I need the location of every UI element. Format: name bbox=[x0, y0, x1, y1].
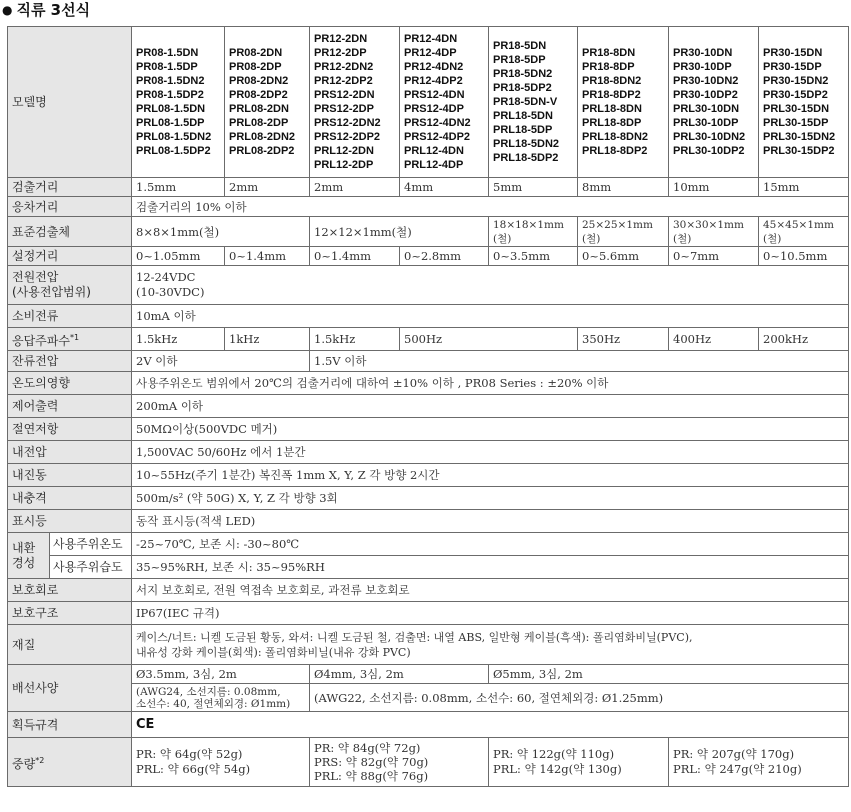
model-name: PR08-2DN2 bbox=[229, 75, 289, 87]
row-label-model: 모델명 bbox=[8, 27, 132, 178]
distance-value: 15mm bbox=[759, 178, 849, 197]
row-material bbox=[8, 625, 849, 665]
model-name: PRL12-4DP bbox=[404, 159, 464, 171]
row-shock bbox=[8, 487, 849, 510]
row-power bbox=[8, 266, 849, 305]
model-name: PR18-5DP2 bbox=[493, 82, 552, 94]
row-label-indicator: 표시등 bbox=[8, 510, 132, 533]
shock-value: 500m/s² (약 50G) X, Y, Z 각 방향 3회 bbox=[132, 487, 849, 510]
row-wiring-top bbox=[8, 665, 849, 684]
section-title-text: 직류 3선식 bbox=[16, 1, 91, 19]
frequency-value: 350Hz bbox=[578, 328, 669, 351]
material-value: 케이스/너트: 니켈 도금된 황동, 와셔: 니켈 도금된 철, 검출면: 내열 ABS, 일반형 케이블(흑색): 폴리염화비닐(PVC), 내유성 강화 케이블(회색): 폴리염화비닐(내유 강화 PVC) bbox=[132, 625, 849, 665]
wiring-value: Ø5mm, 3심, 2m bbox=[489, 665, 849, 684]
wiring-value: Ø4mm, 3심, 2m bbox=[310, 665, 489, 684]
model-name: PRL12-2DP bbox=[314, 159, 374, 171]
model-name: PR30-15DN2 bbox=[763, 75, 829, 87]
row-residual bbox=[8, 351, 849, 372]
wiring-cable-spec: (AWG24, 소선지름: 0.08mm, 소선수: 40, 절연체외경: Ø1mm) bbox=[132, 684, 310, 712]
model-name: PRS12-4DN2 bbox=[404, 117, 471, 129]
row-label-frequency: 응답주파수$^{*1}$ bbox=[8, 328, 132, 351]
spec-table bbox=[7, 26, 849, 787]
residual-value: 1.5V 이하 bbox=[310, 351, 849, 372]
row-protection bbox=[8, 579, 849, 602]
approval-value bbox=[132, 712, 849, 738]
model-name: PRL18-8DP2 bbox=[582, 145, 648, 157]
model-name: PR18-8DP2 bbox=[582, 89, 641, 101]
setting-value: 0~1.4mm bbox=[225, 247, 310, 266]
setting-value: 0~1.4mm bbox=[310, 247, 400, 266]
model-name: PR18-8DN2 bbox=[582, 75, 642, 87]
row-label-material: 재질 bbox=[8, 625, 132, 665]
model-name: PR12-4DP2 bbox=[404, 75, 463, 87]
output-value: 200mA 이하 bbox=[132, 395, 849, 418]
distance-value: 10mm bbox=[669, 178, 759, 197]
distance-value: 4mm bbox=[400, 178, 489, 197]
row-env-humid bbox=[8, 556, 849, 579]
protection-value: 서지 보호회로, 전원 역접속 보호회로, 과전류 보호회로 bbox=[132, 579, 849, 602]
row-label-environment: 내환 경성 bbox=[8, 533, 50, 579]
model-name: PR30-15DP bbox=[763, 61, 822, 73]
weight-value: PR: 약 207g(약 170g) PRL: 약 247g(약 210g) bbox=[669, 738, 849, 787]
model-name: PRL18-8DN2 bbox=[582, 131, 649, 143]
model-name: PRL30-15DP bbox=[763, 117, 829, 129]
setting-value: 0~2.8mm bbox=[400, 247, 489, 266]
model-name: PRS12-4DP bbox=[404, 103, 464, 115]
model-name: PR18-5DN bbox=[493, 40, 547, 52]
model-list-1 bbox=[132, 27, 225, 178]
model-name: PR08-2DN bbox=[229, 47, 283, 59]
target-value: 45×45×1mm (철) bbox=[759, 217, 849, 247]
model-name: PRS12-2DP bbox=[314, 103, 374, 115]
env-humid-label: 사용주위습도 bbox=[50, 556, 132, 579]
row-label-weight: 중량$^{*2}$ bbox=[8, 738, 132, 787]
model-name: PRL08-1.5DP bbox=[136, 117, 205, 129]
indicator-value: 동작 표시등(적색 LED) bbox=[132, 510, 849, 533]
model-name: PRL08-1.5DN2 bbox=[136, 131, 212, 143]
frequency-value: 400Hz bbox=[669, 328, 759, 351]
model-name: PRL12-4DN bbox=[404, 145, 464, 157]
frequency-value: 200kHz bbox=[759, 328, 849, 351]
row-hysteresis bbox=[8, 197, 849, 217]
row-label-structure: 보호구조 bbox=[8, 602, 132, 625]
row-insulation bbox=[8, 418, 849, 441]
row-wiring-bottom bbox=[8, 684, 849, 712]
model-name: PR12-2DP2 bbox=[314, 75, 373, 87]
dielectric-value: 1,500VAC 50/60Hz 에서 1분간 bbox=[132, 441, 849, 464]
row-label-power: 전원전압 (사용전압범위) bbox=[8, 266, 132, 305]
model-name: PRL08-2DN2 bbox=[229, 131, 296, 143]
row-output bbox=[8, 395, 849, 418]
model-name: PRL08-1.5DN bbox=[136, 103, 206, 115]
model-name: PRL12-2DN bbox=[314, 145, 374, 157]
model-list-8 bbox=[759, 27, 849, 178]
temp-effect-value: 사용주위온도 범위에서 20℃의 검출거리에 대하여 ±10% 이하 , PR08 Series : ±20% 이하 bbox=[132, 372, 849, 395]
section-title bbox=[2, 0, 90, 20]
setting-value: 0~10.5mm bbox=[759, 247, 849, 266]
structure-value: IP67(IEC 규격) bbox=[132, 602, 849, 625]
model-name: PR12-4DN bbox=[404, 33, 458, 45]
frequency-value: 500Hz bbox=[400, 328, 578, 351]
model-name: PRL30-15DP2 bbox=[763, 145, 835, 157]
row-current bbox=[8, 305, 849, 328]
model-name: PR18-8DN bbox=[582, 47, 636, 59]
model-name: PRL08-1.5DP2 bbox=[136, 145, 211, 157]
row-label-current: 소비전류 bbox=[8, 305, 132, 328]
model-name: PRL30-10DN bbox=[673, 103, 740, 115]
row-structure bbox=[8, 602, 849, 625]
setting-value: 0~3.5mm bbox=[489, 247, 578, 266]
frequency-value: 1kHz bbox=[225, 328, 310, 351]
row-label-protection: 보호회로 bbox=[8, 579, 132, 602]
row-label-approval: 획득규격 bbox=[8, 712, 132, 738]
model-name: PRS12-4DN bbox=[404, 89, 465, 101]
target-value: 25×25×1mm (철) bbox=[578, 217, 669, 247]
model-name: PR08-1.5DP2 bbox=[136, 89, 204, 101]
model-name: PR12-4DN2 bbox=[404, 61, 464, 73]
setting-value: 0~5.6mm bbox=[578, 247, 669, 266]
row-indicator bbox=[8, 510, 849, 533]
wiring-value: Ø3.5mm, 3심, 2m bbox=[132, 665, 310, 684]
model-list-2 bbox=[225, 27, 310, 178]
model-name: PR18-5DN-V bbox=[493, 96, 558, 108]
model-name: PR08-1.5DP bbox=[136, 61, 198, 73]
insulation-value: 50MΩ이상(500VDC 메거) bbox=[132, 418, 849, 441]
row-label-insulation: 절연저항 bbox=[8, 418, 132, 441]
model-name: PR08-1.5DN bbox=[136, 47, 199, 59]
model-name: PR30-10DN2 bbox=[673, 75, 739, 87]
model-name: PR12-2DN2 bbox=[314, 61, 374, 73]
row-weight bbox=[8, 738, 849, 787]
residual-value: 2V 이하 bbox=[132, 351, 310, 372]
model-name: PR18-5DN2 bbox=[493, 68, 553, 80]
model-name: PRL30-10DP2 bbox=[673, 145, 745, 157]
target-value: 12×12×1mm(철) bbox=[310, 217, 489, 247]
model-name: PR30-10DN bbox=[673, 47, 733, 59]
model-name: PR08-2DP bbox=[229, 61, 282, 73]
row-temp-effect bbox=[8, 372, 849, 395]
row-model bbox=[8, 27, 849, 178]
row-target bbox=[8, 217, 849, 247]
model-name: PR18-5DP bbox=[493, 54, 546, 66]
hysteresis-value: 검출거리의 10% 이하 bbox=[132, 197, 849, 217]
weight-value: PR: 약 84g(약 72g) PRS: 약 82g(약 70g) PRL: 약 88g(약 76g) bbox=[310, 738, 489, 787]
row-vibration bbox=[8, 464, 849, 487]
model-name: PRL30-10DP bbox=[673, 117, 739, 129]
model-name: PRL18-5DP2 bbox=[493, 152, 559, 164]
current-value: 10mA 이하 bbox=[132, 305, 849, 328]
model-name: PR30-15DN bbox=[763, 47, 823, 59]
row-label-wiring: 배선사양 bbox=[8, 665, 132, 712]
distance-value: 1.5mm bbox=[132, 178, 225, 197]
row-label-target: 표준검출체 bbox=[8, 217, 132, 247]
model-name: PRL18-8DP bbox=[582, 117, 642, 129]
frequency-value: 1.5kHz bbox=[310, 328, 400, 351]
model-name: PR12-2DP bbox=[314, 47, 367, 59]
row-frequency bbox=[8, 328, 849, 351]
distance-value: 8mm bbox=[578, 178, 669, 197]
weight-value: PR: 약 122g(약 110g) PRL: 약 142g(약 130g) bbox=[489, 738, 669, 787]
model-name: PRL08-2DN bbox=[229, 103, 289, 115]
wiring-cable-spec: (AWG22, 소선지름: 0.08mm, 소선수: 60, 절연체외경: Ø1.25mm) bbox=[310, 684, 849, 712]
row-label-distance: 검출거리 bbox=[8, 178, 132, 197]
target-value: 8×8×1mm(철) bbox=[132, 217, 310, 247]
env-temp-label: 사용주위온도 bbox=[50, 533, 132, 556]
power-value: 12-24VDC (10-30VDC) bbox=[132, 266, 849, 305]
distance-value: 2mm bbox=[310, 178, 400, 197]
model-name: PRL18-5DN2 bbox=[493, 138, 560, 150]
ce-mark-icon: CE bbox=[136, 717, 155, 732]
model-name: PRS12-2DN bbox=[314, 89, 375, 101]
model-name: PR08-1.5DN2 bbox=[136, 75, 205, 87]
target-value: 30×30×1mm (철) bbox=[669, 217, 759, 247]
row-label-temp-effect: 온도의영향 bbox=[8, 372, 132, 395]
model-list-7 bbox=[669, 27, 759, 178]
model-name: PRL30-10DN2 bbox=[673, 131, 746, 143]
env-temp-value: -25~70℃, 보존 시: -30~80℃ bbox=[132, 533, 849, 556]
model-list-5 bbox=[489, 27, 578, 178]
model-name: PRL18-5DN bbox=[493, 110, 553, 122]
model-name: PRL30-15DN bbox=[763, 103, 830, 115]
weight-value: PR: 약 64g(약 52g) PRL: 약 66g(약 54g) bbox=[132, 738, 310, 787]
model-name: PR30-15DP2 bbox=[763, 89, 828, 101]
model-name: PRL18-8DN bbox=[582, 103, 642, 115]
row-label-setting: 설정거리 bbox=[8, 247, 132, 266]
setting-value: 0~7mm bbox=[669, 247, 759, 266]
row-distance bbox=[8, 178, 849, 197]
row-label-dielectric: 내전압 bbox=[8, 441, 132, 464]
target-value: 18×18×1mm (철) bbox=[489, 217, 578, 247]
model-name: PRL30-15DN2 bbox=[763, 131, 836, 143]
model-name: PRL08-2DP2 bbox=[229, 145, 295, 157]
row-label-hysteresis: 응차거리 bbox=[8, 197, 132, 217]
row-setting bbox=[8, 247, 849, 266]
model-name: PRS12-2DN2 bbox=[314, 117, 381, 129]
row-label-output: 제어출력 bbox=[8, 395, 132, 418]
distance-value: 2mm bbox=[225, 178, 310, 197]
setting-value: 0~1.05mm bbox=[132, 247, 225, 266]
model-name: PR18-8DP bbox=[582, 61, 635, 73]
model-name: PR08-2DP2 bbox=[229, 89, 288, 101]
model-name: PR30-10DP2 bbox=[673, 89, 738, 101]
model-name: PR30-10DP bbox=[673, 61, 732, 73]
bullet-icon: ● bbox=[2, 3, 13, 17]
model-name: PRL08-2DP bbox=[229, 117, 289, 129]
row-label-shock: 내충격 bbox=[8, 487, 132, 510]
frequency-value: 1.5kHz bbox=[132, 328, 225, 351]
model-list-4 bbox=[400, 27, 489, 178]
row-env-temp bbox=[8, 533, 849, 556]
row-dielectric bbox=[8, 441, 849, 464]
row-approval bbox=[8, 712, 849, 738]
row-label-vibration: 내진동 bbox=[8, 464, 132, 487]
model-name: PRS12-4DP2 bbox=[404, 131, 471, 143]
model-list-6 bbox=[578, 27, 669, 178]
model-name: PR12-4DP bbox=[404, 47, 457, 59]
model-name: PRS12-2DP2 bbox=[314, 131, 381, 143]
model-name: PR12-2DN bbox=[314, 33, 368, 45]
env-humid-value: 35~95%RH, 보존 시: 35~95%RH bbox=[132, 556, 849, 579]
row-label-residual: 잔류전압 bbox=[8, 351, 132, 372]
model-name: PRL18-5DP bbox=[493, 124, 553, 136]
distance-value: 5mm bbox=[489, 178, 578, 197]
vibration-value: 10~55Hz(주기 1분간) 복진폭 1mm X, Y, Z 각 방향 2시간 bbox=[132, 464, 849, 487]
model-list-3 bbox=[310, 27, 400, 178]
